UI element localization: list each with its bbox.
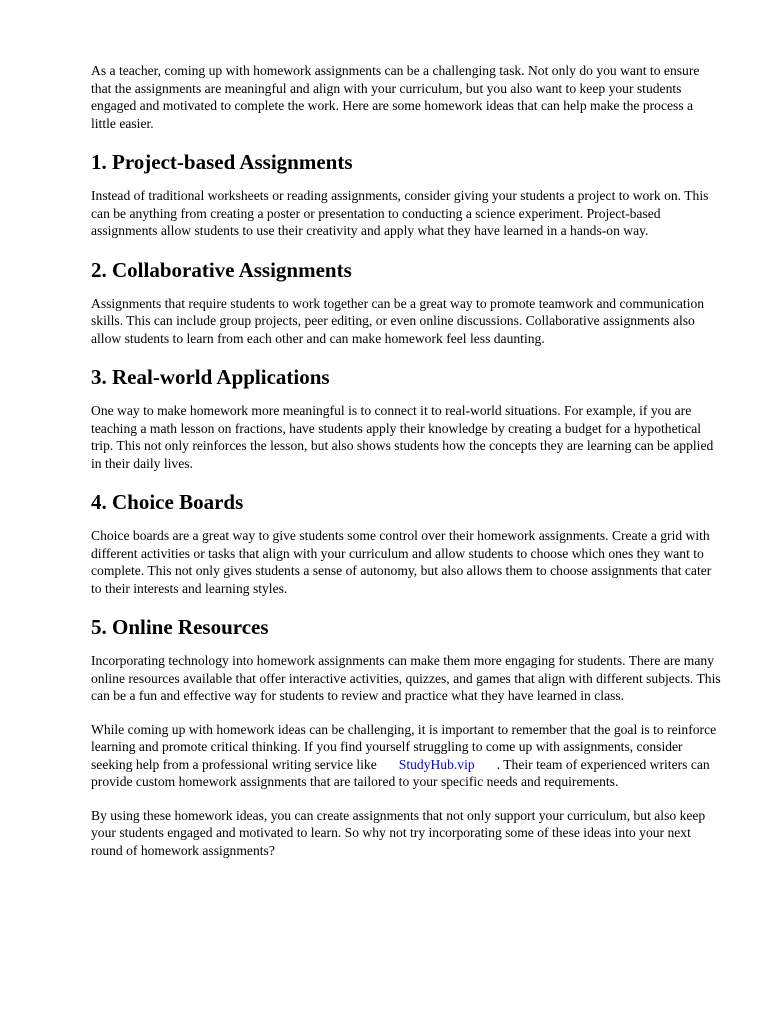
section-heading-choice-boards: 4. Choice Boards xyxy=(91,490,244,514)
section-body-choice-boards: Choice boards are a great way to give students some control over their homework assignments. Create a grid with different activities or tasks that align with your curriculum and allow students to choose which ones they want to complete. This not only gives students a sense of autonomy, but also allows them to choose assignments that cater to their interests and learning styles. xyxy=(91,528,712,596)
closing-text-before-link: While coming up with homework ideas can be challenging, it is important to remember that the goal is to reinforce learning and promote critical thinking. If you find yourself struggling to come up with assignments, consider seeking help from a professional writing service like xyxy=(91,721,717,772)
section-body-online-resources: Incorporating technology into homework assignments can make them more engaging for students. There are many online resources available that offer interactive activities, quizzes, and games that align with different subjects. This can be a fun and effective way for students to review and practice what they have learned in class. xyxy=(91,653,721,703)
closing-paragraph xyxy=(91,721,721,791)
section-heading-project-based: 1. Project-based Assignments xyxy=(91,150,353,174)
section-heading-online-resources: 5. Online Resources xyxy=(91,615,269,639)
final-paragraph: By using these homework ideas, you can create assignments that not only support your curriculum, but also keep your students engaged and motivated to learn. So why not try incorporating some of these ideas into your next round of homework assignments? xyxy=(91,807,706,858)
section-body-real-world: One way to make homework more meaningful is to connect it to real-world situations. For example, if you are teaching a math lesson on fractions, have students apply their knowledge by creating a budget for a hypothetical trip. This not only reinforces the lesson, but also shows students how the concepts they are learning can be applied in their daily lives. xyxy=(91,403,714,471)
document-body xyxy=(91,62,721,876)
section-body-collaborative: Assignments that require students to work together can be a great way to promote teamwork and communication skills. This can include group projects, peer editing, or even online discussions. Collaborative assignments also allow students to learn from each other and can make homework feel less daunting. xyxy=(91,295,705,346)
section-heading-collaborative: 2. Collaborative Assignments xyxy=(91,257,352,282)
section-heading-real-world: 3. Real-world Applications xyxy=(91,365,330,389)
closing-text-after-link: . Their team of experienced writers can provide custom homework assignments that are tailored to your specific needs and requirements. xyxy=(91,756,710,789)
intro-paragraph: As a teacher, coming up with homework assignments can be a challenging task. Not only do you want to ensure that the assignments are meaningful and align with your curriculum, but you also want to keep your students engaged and motivated to complete the work. Here are some homework ideas that can help make the process a little easier. xyxy=(91,63,700,131)
section-body-project-based: Instead of traditional worksheets or reading assignments, consider giving your students a project to work on. This can be anything from creating a poster or presentation to conducting a science experiment. Project-based assignments allow students to use their creativity and apply what they have learned in a hands-on way. xyxy=(91,188,709,238)
studyhub-link[interactable]: StudyHub.vip xyxy=(398,756,475,772)
